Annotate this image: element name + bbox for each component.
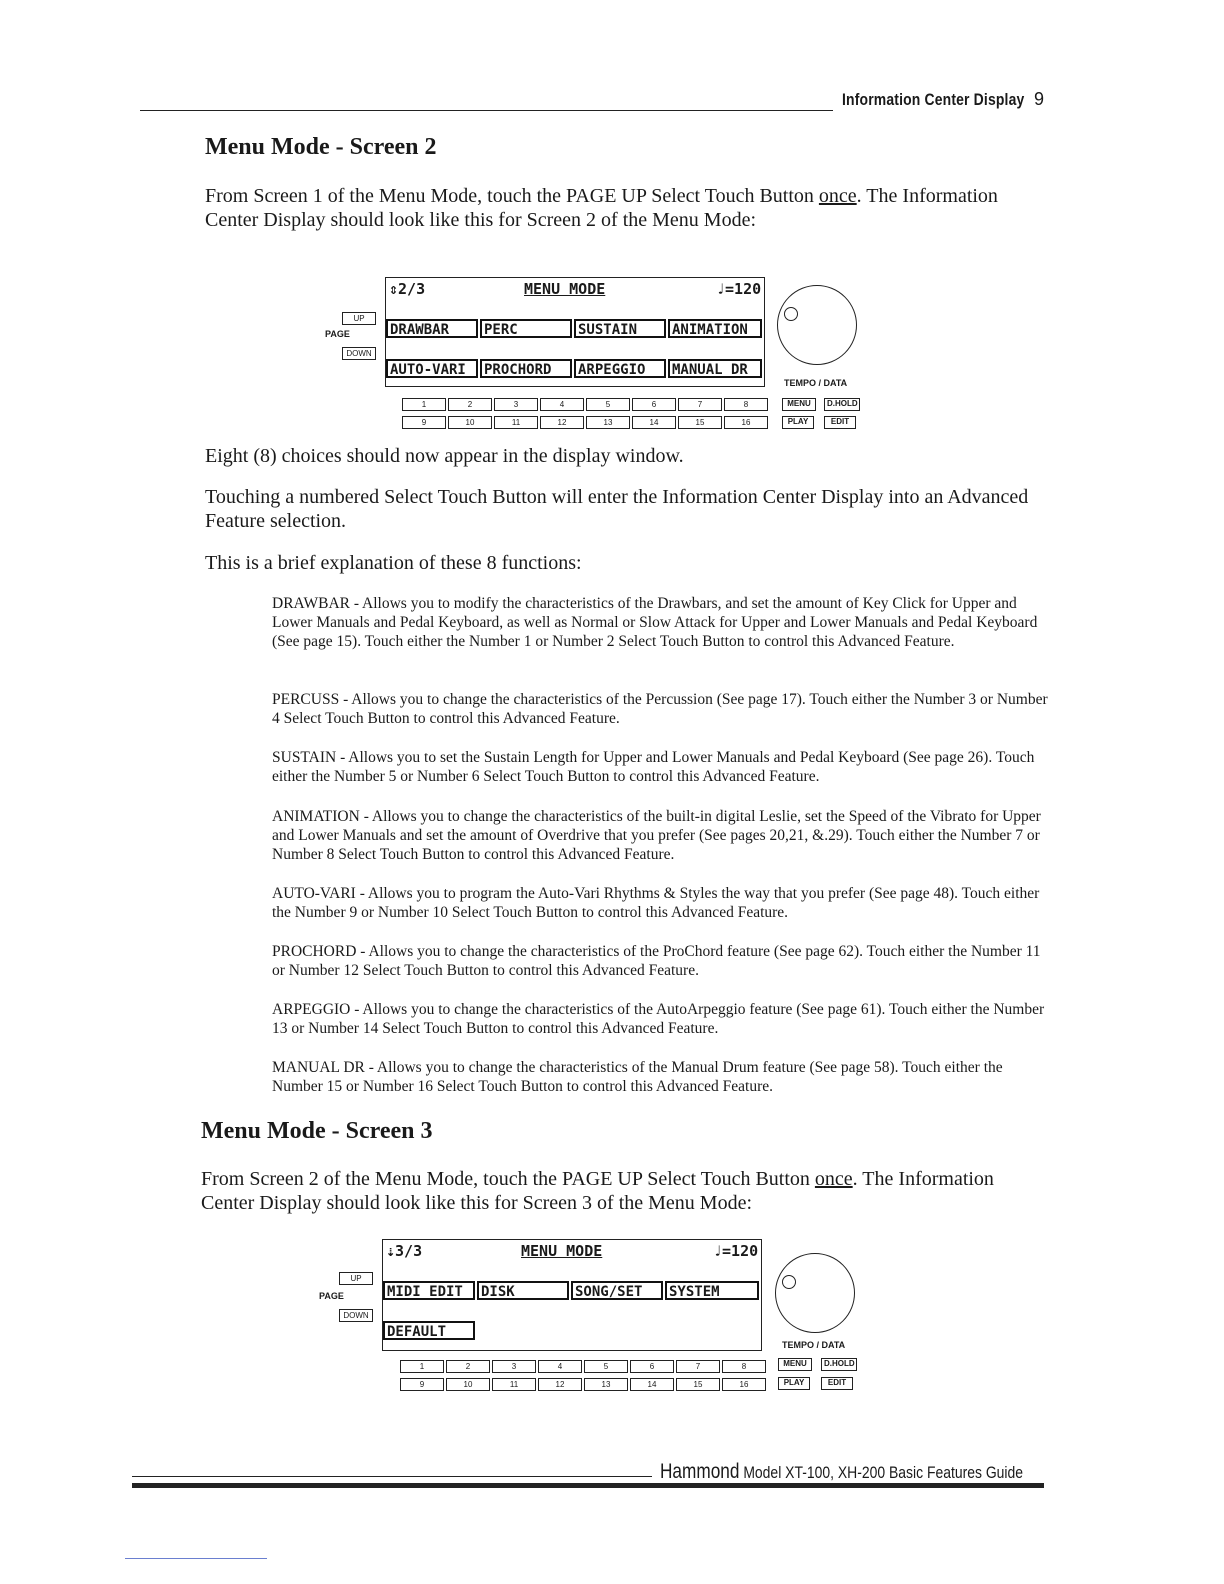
page-indicator: ⇣3/3: [386, 1242, 423, 1260]
page-number: 9: [1034, 89, 1045, 109]
item-percuss: PERCUSS - Allows you to change the characteristics of the Percussion (See page 17). Touch either the Number 3 or Number 4 Select Touch Button to control this Advanced Feature.: [272, 691, 1048, 727]
select-button-16[interactable]: 16: [722, 1378, 766, 1391]
lcd-screen: [385, 277, 765, 387]
item-auto-vari: AUTO-VARI - Allows you to program the Auto-Vari Rhythms & Styles the way that you prefer (See page 48). Touch either the Number 9 or Number 10 Select Touch Button to control this Advanced Feature.: [272, 885, 1040, 921]
select-button-15[interactable]: 15: [678, 416, 722, 429]
select-button-13[interactable]: 13: [584, 1378, 628, 1391]
item-sustain: SUSTAIN - Allows you to set the Sustain Length for Upper and Lower Manuals and Pedal Keyboard (See page 26). Touch either the Number 5 or Number 6 Select Touch Button to control this Advanced Feature.: [272, 749, 1035, 785]
select-button-9[interactable]: 9: [400, 1378, 444, 1391]
menu-option-animation[interactable]: ANIMATION: [668, 319, 762, 338]
page-up-button[interactable]: UP: [339, 1272, 373, 1285]
section-heading-screen2: Menu Mode - Screen 2: [205, 134, 437, 160]
tempo-data-label: TEMPO / DATA: [784, 378, 848, 388]
select-button-12[interactable]: 12: [540, 416, 584, 429]
select-button-2[interactable]: 2: [448, 398, 492, 411]
select-button-6[interactable]: 6: [630, 1360, 674, 1373]
select-button-8[interactable]: 8: [724, 398, 768, 411]
page-up-button[interactable]: UP: [342, 312, 376, 325]
screen2-intro: From Screen 1 of the Menu Mode, touch the PAGE UP Select Touch Button once. The Information Center Display should look like this for Screen 2 of the Menu Mode:: [205, 185, 998, 231]
footer-model: Model XT-100, XH-200 Basic Features Guide: [743, 1463, 1024, 1482]
tempo-data-knob[interactable]: [777, 285, 857, 365]
footer-brand: Hammond: [660, 1460, 740, 1483]
eight-choices-text: Eight (8) choices should now appear in the display window.: [205, 445, 684, 467]
menu-option-auto-vari[interactable]: AUTO-VARI: [386, 359, 478, 378]
edit-button[interactable]: EDIT: [821, 1377, 853, 1390]
select-button-8[interactable]: 8: [722, 1360, 766, 1373]
tempo-readout: ♩=120: [713, 1242, 759, 1260]
select-button-3[interactable]: 3: [492, 1360, 536, 1373]
menu-option-midi-edit[interactable]: MIDI EDIT: [383, 1281, 475, 1300]
menu-option-sustain[interactable]: SUSTAIN: [574, 319, 666, 338]
select-button-15[interactable]: 15: [676, 1378, 720, 1391]
menu-button[interactable]: MENU: [778, 1358, 812, 1371]
menu-option-drawbar[interactable]: DRAWBAR: [386, 319, 478, 338]
lcd-screen: [382, 1239, 762, 1351]
running-header: Information Center Display: [842, 90, 1025, 109]
menu-option-prochord[interactable]: PROCHORD: [480, 359, 572, 378]
select-button-7[interactable]: 7: [678, 398, 722, 411]
select-button-11[interactable]: 11: [492, 1378, 536, 1391]
menu-option-song-set[interactable]: SONG/SET: [571, 1281, 663, 1300]
section-heading-screen3: Menu Mode - Screen 3: [201, 1118, 433, 1144]
menu-option-system[interactable]: SYSTEM: [665, 1281, 759, 1300]
dhold-button[interactable]: D.HOLD: [824, 398, 860, 411]
select-button-14[interactable]: 14: [630, 1378, 674, 1391]
select-button-13[interactable]: 13: [586, 416, 630, 429]
select-button-10[interactable]: 10: [448, 416, 492, 429]
select-button-14[interactable]: 14: [632, 416, 676, 429]
menu-option-manual-dr[interactable]: MANUAL DR: [668, 359, 762, 378]
menu-option-disk[interactable]: DISK: [477, 1281, 569, 1300]
knob-indicator: [784, 307, 798, 321]
select-button-11[interactable]: 11: [494, 416, 538, 429]
select-button-1[interactable]: 1: [402, 398, 446, 411]
item-prochord: PROCHORD - Allows you to change the characteristics of the ProChord feature (See page 62). Touch either the Number 11 or Number 12 Select Touch Button to control this Advanced Feature.: [272, 943, 1041, 979]
page-label: PAGE: [319, 1291, 344, 1301]
item-drawbar: DRAWBAR - Allows you to modify the characteristics of the Drawbars, and set the amount of Key Click for Upper and Lower Manuals and Pedal Keyboard, as well as Normal or Slow Attack for Upper and Lower Manuals and Pedal Keyboard (See page 15). Touch either the Number 1 or Number 2 Select Touch Button to control this Advanced Feature.: [272, 595, 1038, 650]
tempo-data-knob[interactable]: [775, 1253, 855, 1333]
page-down-button[interactable]: DOWN: [339, 1309, 373, 1322]
display-panel-screen2: [312, 277, 992, 437]
select-button-3[interactable]: 3: [494, 398, 538, 411]
select-button-9[interactable]: 9: [402, 416, 446, 429]
select-button-16[interactable]: 16: [724, 416, 768, 429]
select-button-10[interactable]: 10: [446, 1378, 490, 1391]
page-label: PAGE: [325, 329, 350, 339]
select-button-12[interactable]: 12: [538, 1378, 582, 1391]
item-animation: ANIMATION - Allows you to change the characteristics of the built-in digital Leslie, set the Speed of the Vibrato for Upper and Lower Manuals and set the amount of Overdrive that you prefer (See pages 20,21, &.29). Touch either the Number 7 or Number 8 Select Touch Button to control this Advanced Feature.: [272, 808, 1041, 863]
advanced-feature-text: Touching a numbered Select Touch Button will enter the Information Center Display into an Advanced Feature selection.: [205, 486, 1029, 532]
select-button-4[interactable]: 4: [540, 398, 584, 411]
select-button-7[interactable]: 7: [676, 1360, 720, 1373]
item-manual-dr: MANUAL DR - Allows you to change the characteristics of the Manual Drum feature (See page 58). Touch either the Number 15 or Number 16 Select Touch Button to control this Advanced Feature.: [272, 1059, 1003, 1095]
menu-option-default[interactable]: DEFAULT: [383, 1321, 475, 1340]
play-button[interactable]: PLAY: [778, 1377, 810, 1390]
edit-button[interactable]: EDIT: [824, 416, 856, 429]
menu-option-perc[interactable]: PERC: [480, 319, 572, 338]
select-button-5[interactable]: 5: [584, 1360, 628, 1373]
select-button-5[interactable]: 5: [586, 398, 630, 411]
dhold-button[interactable]: D.HOLD: [821, 1358, 857, 1371]
menu-button[interactable]: MENU: [782, 398, 816, 411]
page-indicator: ⇕2/3: [389, 280, 426, 298]
tempo-data-label: TEMPO / DATA: [782, 1340, 846, 1350]
item-arpeggio: ARPEGGIO - Allows you to change the characteristics of the AutoArpeggio feature (See page 61). Touch either the Number 13 or Number 14 Select Touch Button to control this Advanced Feature.: [272, 1001, 1045, 1037]
select-button-4[interactable]: 4: [538, 1360, 582, 1373]
footnote-rule: [125, 1558, 267, 1559]
select-button-2[interactable]: 2: [446, 1360, 490, 1373]
menu-option-arpeggio[interactable]: ARPEGGIO: [574, 359, 666, 378]
select-button-6[interactable]: 6: [632, 398, 676, 411]
screen3-intro: From Screen 2 of the Menu Mode, touch the PAGE UP Select Touch Button once. The Information Center Display should look like this for Screen 3 of the Menu Mode:: [201, 1168, 994, 1214]
display-panel-screen3: [306, 1239, 986, 1399]
page-down-button[interactable]: DOWN: [342, 347, 376, 360]
footer-text: [660, 1460, 1023, 1484]
tempo-readout: ♩=120: [716, 280, 762, 298]
play-button[interactable]: PLAY: [782, 416, 814, 429]
select-button-1[interactable]: 1: [400, 1360, 444, 1373]
lcd-title: MENU MODE: [521, 1242, 603, 1260]
lcd-title: MENU MODE: [524, 280, 606, 298]
knob-indicator: [782, 1275, 796, 1289]
functions-intro: This is a brief explanation of these 8 functions:: [205, 552, 582, 574]
